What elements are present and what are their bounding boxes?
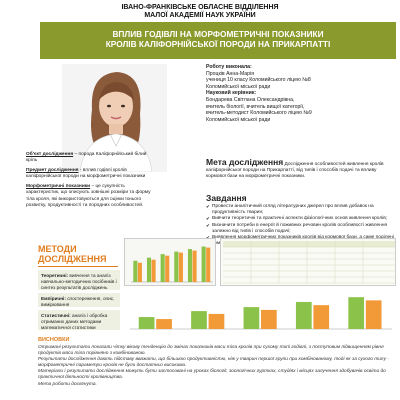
credits-block [206, 64, 396, 123]
conclusion-paragraph-3: Матеріали і результати дослідження можуть бути застосовані на уроках біології, зоологічних гуртках, студіях і місцях залучення здобувачів освіти до практичної діяльності кролівництва. [38, 369, 386, 381]
methods-heading-line-1: МЕТОДИ [38, 244, 77, 254]
conclusion-paragraph-2: Результати дослідження дають підставу вважати, що більшою продуктивністю, ніж у тварин першої групи при комбінованому, тоді як за сухого типу - морфометричні параметри кролів не були достатньо високими. [38, 357, 389, 369]
bar [209, 314, 225, 329]
adviser-desc-3: Коломийської міської ради [206, 116, 271, 123]
conclusions-heading: ВИСНОВКИ [38, 337, 70, 343]
object-subject-block [26, 152, 156, 213]
method-empirical [38, 293, 120, 307]
task-item: ✔ Визначити потреби в енергії й поживних речовин кролів особливості живлення залежно від типів і способів подачі; [206, 223, 396, 235]
bar [152, 260, 156, 282]
bar [313, 305, 329, 329]
aim-heading: Мета дослідження [206, 157, 284, 167]
object-label: Об'єкт дослідження [26, 152, 74, 157]
statistical-text: аналіз і обробка отриманих даних методами математичної статистики [41, 313, 108, 330]
bar [161, 254, 165, 282]
morpho-paragraph [26, 184, 156, 208]
bar [188, 249, 192, 282]
bar [202, 247, 206, 282]
conclusion-paragraph-4: Мета роботи досягнута. [38, 381, 97, 387]
object-paragraph [26, 152, 156, 164]
title-banner [40, 22, 396, 59]
adviser-label: Науковий керівник: [206, 90, 257, 97]
subject-paragraph [26, 168, 156, 180]
chart-3 [124, 290, 396, 334]
theoretical-label: Теоретичні: [41, 273, 69, 278]
bar [261, 310, 277, 329]
bar [165, 256, 169, 282]
task-item: ✔ Провести аналітичний огляд літературних джерел про вплив добавок на продуктивність тварин; [206, 204, 396, 216]
org-line-1: ІВАНО-ФРАНКІВСЬКЕ ОБЛАСНЕ ВІДДІЛЕННЯ [121, 4, 279, 11]
bar [244, 307, 260, 329]
title-line-1: ВПЛИВ ГОДІВЛІ НА МОРФОМЕТРИЧНІ ПОКАЗНИКИ [112, 29, 324, 39]
method-statistical [38, 310, 120, 330]
bar [147, 258, 151, 282]
object-text: – порода Каліфорнійський білий кріль [26, 152, 147, 164]
author-desc-2: Коломийської міської ради [206, 83, 271, 90]
chart-3-svg [124, 290, 396, 334]
chart-1-svg [125, 239, 217, 287]
chart-2-table [220, 238, 396, 286]
empirical-text: спостереження, опис, вимірювання [41, 296, 115, 307]
methods-divider [38, 266, 118, 267]
aim-text: Дослідження особливостей живлення кролів каліфорнійської породи на Прикарпатті, від типів і способів подачі та впливу кормової бази на морфометричні показники. [206, 162, 384, 180]
task-item: ✔ Вивчити теоретичні та практичні аспекти фізіологічних основ живлення кролів; [206, 216, 396, 222]
tasks-heading: Завдання [206, 193, 247, 203]
subject-text: - вплив годівлі кролів каліфорнійської породи на морфометричні показники [26, 168, 146, 180]
author-desc-1: учениця 10 класу Коломийського ліцею №8 [206, 77, 311, 84]
morpho-text: – це сукупність характеристик, що описують зовнішні розміри та форму тіла кроля, які використовуються для оцінки їхнього розвитку, продуктивності та породних особливостей. [26, 184, 151, 208]
bar [179, 253, 183, 282]
chart-1 [124, 238, 216, 286]
bar [366, 300, 382, 329]
subject-label: Предмет дослідження [26, 168, 79, 174]
author-label: Роботу виконала: [206, 64, 252, 70]
conclusions-text [38, 345, 396, 388]
organization-header [0, 4, 400, 20]
bar [138, 263, 142, 282]
org-line-2: МАЛОЇ АКАДЕМІЇ НАУК УКРАЇНИ [144, 12, 256, 19]
theoretical-text: вивчення та аналіз навчально-методичних посібників і синтез результатів досліджень [41, 273, 117, 290]
bar [206, 248, 210, 282]
methods-heading-line-2: ДОСЛІДЖЕННЯ [38, 254, 107, 264]
table-grid-svg [221, 239, 397, 287]
method-theoretical [38, 270, 120, 290]
bar [139, 317, 155, 329]
empirical-label: Емпіричні: [41, 296, 66, 301]
bar [348, 297, 364, 329]
bar [133, 261, 137, 282]
bar [296, 302, 312, 329]
adviser-desc-1: вчитель біології, вчитель вищої категорії, [206, 103, 305, 110]
bar [174, 252, 178, 282]
statistical-label: Статистичні: [41, 313, 71, 318]
adviser-name: Бондарева Світлана Олександрівна, [206, 96, 295, 103]
bar [193, 251, 197, 282]
conclusion-paragraph-1: Отримані результати показали чітку вікову тенденцію до змінах показників маси тіла кролів при сухому типі годівлі, з поступовим підвищенням рівня продуктів маси тіла порівняно з комбінованою. [38, 345, 384, 357]
aim-block [206, 157, 396, 180]
bar [156, 319, 172, 329]
morpho-label: Морфометричні показники [26, 184, 91, 190]
bar [191, 311, 207, 329]
author-name: Процків Анна-Марія [206, 70, 255, 77]
methods-heading [38, 244, 107, 264]
title-line-2: КРОЛІВ КАЛІФОРНІЙСЬКОЇ ПОРОДИ НА ПРИКАРПАТТІ [105, 39, 331, 49]
adviser-desc-2: вчитель-методист Коломийського ліцею №9 [206, 110, 312, 117]
